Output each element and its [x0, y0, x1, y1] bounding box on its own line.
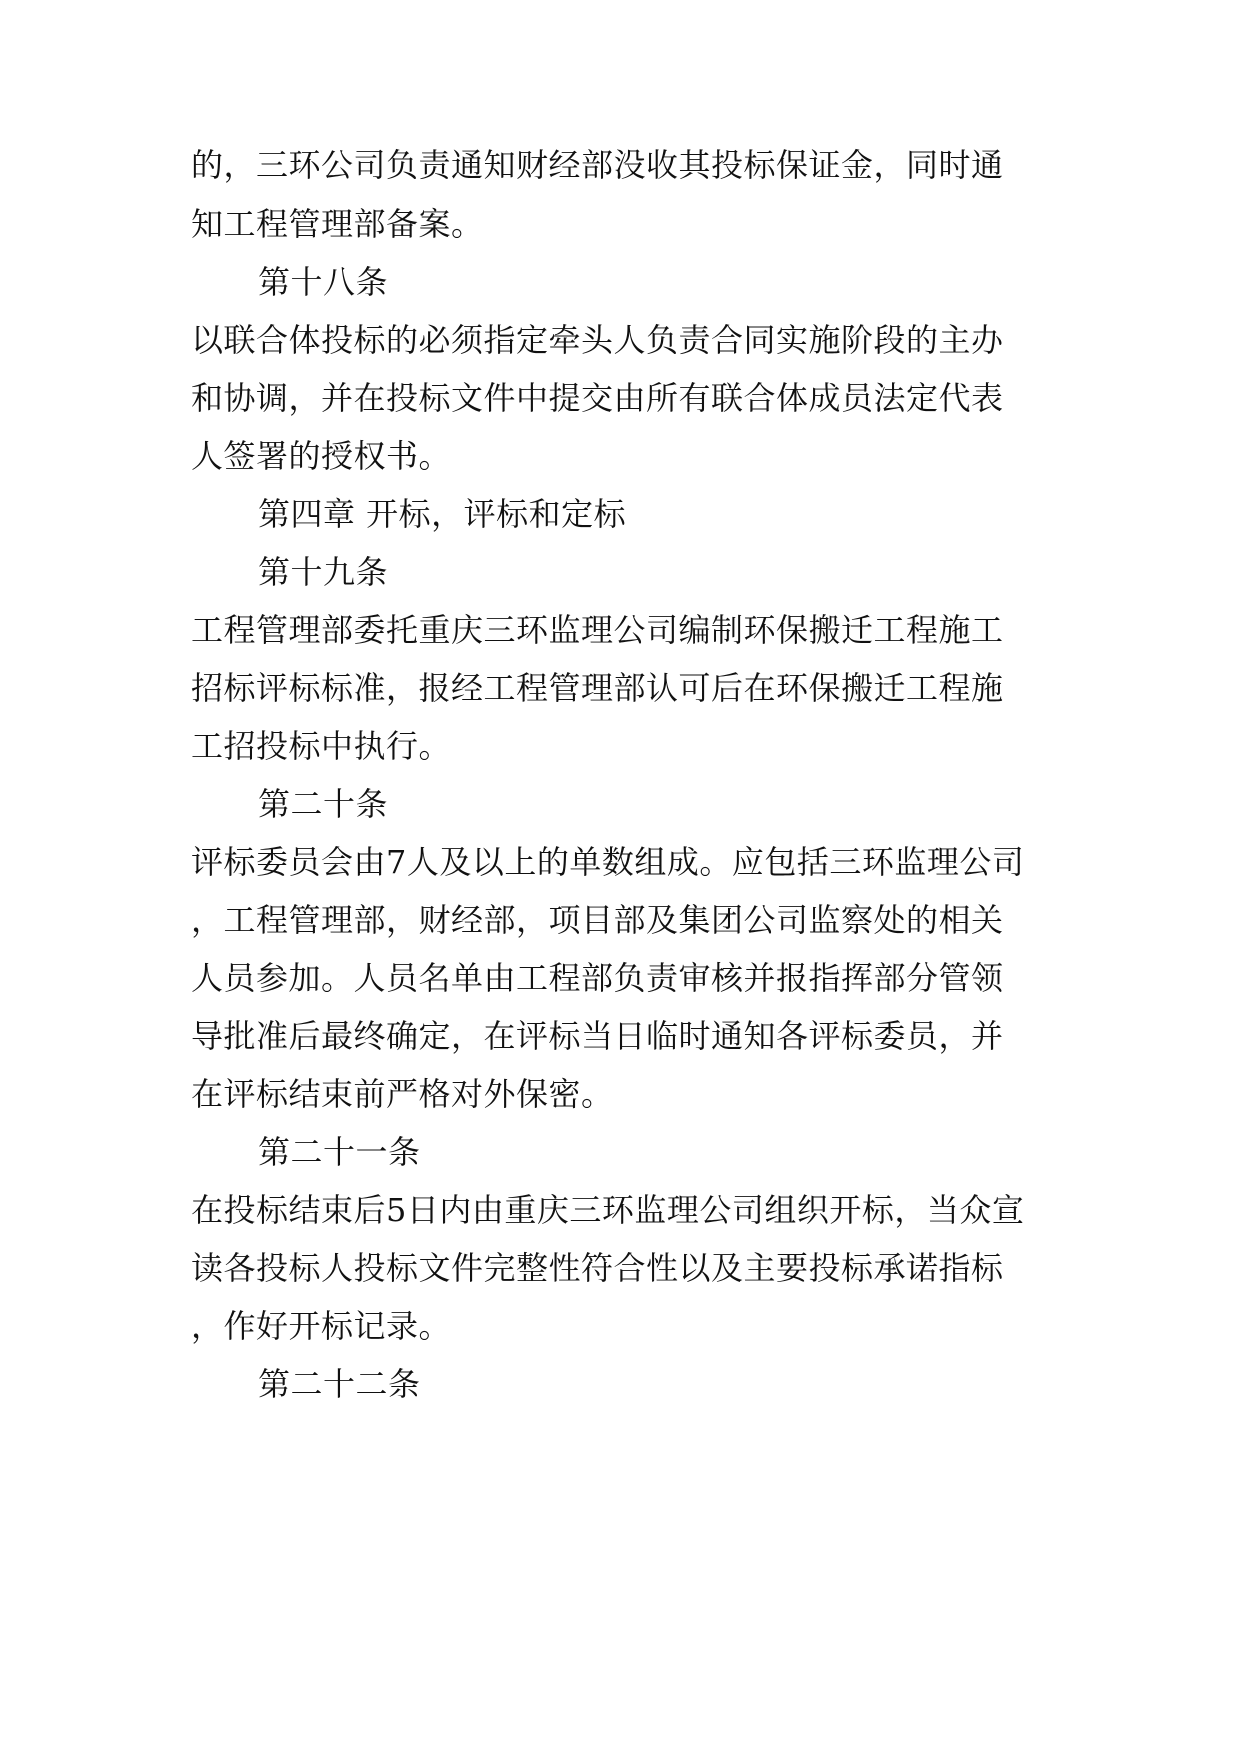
body-text-line: ，工程管理部，财经部，项目部及集团公司监察处的相关 [191, 901, 1004, 939]
body-text-line: 工招投标中执行。 [191, 727, 452, 765]
article-heading: 第二十二条 [258, 1365, 421, 1403]
body-text-line: 工程管理部委托重庆三环监理公司编制环保搬迁工程施工 [191, 611, 1004, 649]
article-heading: 第二十一条 [258, 1133, 421, 1171]
body-text-line: 评标委员会由7人及以上的单数组成。应包括三环监理公司 [191, 843, 1025, 881]
body-text-line: 人签署的授权书。 [191, 437, 452, 475]
body-text-line: 在评标结束前严格对外保密。 [191, 1075, 614, 1113]
article-heading: 第十八条 [258, 263, 389, 301]
body-text-line: 导批准后最终确定，在评标当日临时通知各评标委员，并 [191, 1017, 1004, 1055]
body-text-line: 和协调，并在投标文件中提交由所有联合体成员法定代表 [191, 379, 1004, 417]
body-text-line: 知工程管理部备案。 [191, 205, 484, 243]
article-heading: 第二十条 [258, 785, 389, 823]
body-text-line: 的，三环公司负责通知财经部没收其投标保证金，同时通 [191, 146, 1004, 184]
chapter-heading: 第四章 开标，评标和定标 [258, 495, 627, 533]
body-text-line: 读各投标人投标文件完整性符合性以及主要投标承诺指标 [191, 1249, 1004, 1287]
article-heading: 第十九条 [258, 553, 389, 591]
body-text-line: 在投标结束后5日内由重庆三环监理公司组织开标，当众宣 [191, 1191, 1025, 1229]
body-text-line: 招标评标标准，报经工程管理部认可后在环保搬迁工程施 [191, 669, 1004, 707]
body-text-line: 人员参加。人员名单由工程部负责审核并报指挥部分管领 [191, 959, 1004, 997]
body-text-line: ，作好开标记录。 [191, 1307, 452, 1345]
body-text-line: 以联合体投标的必须指定牵头人负责合同实施阶段的主办 [191, 321, 1004, 359]
